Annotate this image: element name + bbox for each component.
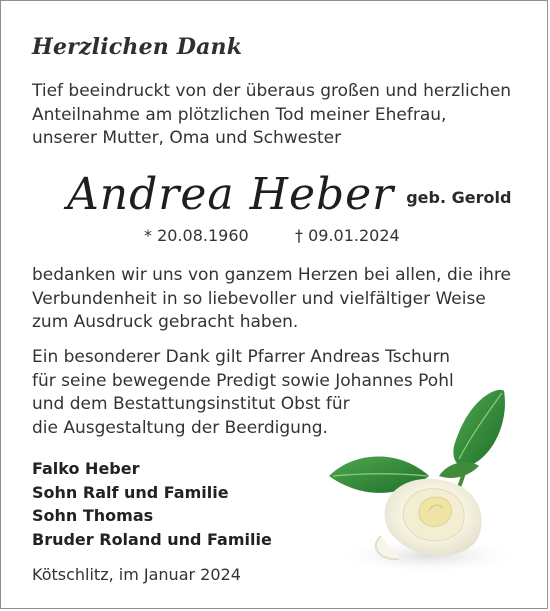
thanks-text <box>32 264 511 335</box>
deceased-name-line <box>67 169 511 220</box>
deceased-name: Andrea Heber <box>67 169 395 220</box>
special-thanks-line: für seine bewegende Predigt sowie Johannes Pohl <box>32 370 454 391</box>
intro-line: Tief beeindruckt von der überaus großen und herzlichen <box>32 81 512 101</box>
special-thanks-line: die Ausgestaltung der Beerdigung. <box>32 417 328 438</box>
white-rose-image <box>319 381 529 581</box>
intro-line: Anteilnahme am plötzlichen Tod meiner Ehefrau, <box>32 104 447 125</box>
death-date: † 09.01.2024 <box>295 226 400 245</box>
place-date: Kötschlitz, im Januar 2024 <box>32 565 241 584</box>
special-thanks-line: Ein besonderer Dank gilt Pfarrer Andreas Tschurn <box>32 347 451 367</box>
maiden-name: geb. Gerold <box>406 188 512 207</box>
intro-line: unserer Mutter, Oma und Schwester <box>32 128 342 148</box>
notice-heading: Herzlichen Dank <box>32 34 243 60</box>
thanks-line: zum Ausdruck gebracht haben. <box>32 312 299 332</box>
thanks-line: bedanken wir uns von ganzem Herzen bei allen, die ihre <box>32 265 511 285</box>
signer: Sohn Ralf und Familie <box>32 482 229 502</box>
thanks-line: Verbundenheit in so liebevoller und vielfältiger Weise <box>32 288 486 309</box>
signer: Sohn Thomas <box>32 506 154 525</box>
signer: Bruder Roland und Familie <box>32 529 272 549</box>
signers-list <box>32 457 272 551</box>
signer: Falko Heber <box>32 459 140 478</box>
birth-date: * 20.08.1960 <box>144 226 249 245</box>
special-thanks-line: und dem Bestattungsinstitut Obst für <box>32 394 350 414</box>
intro-text <box>32 80 511 151</box>
